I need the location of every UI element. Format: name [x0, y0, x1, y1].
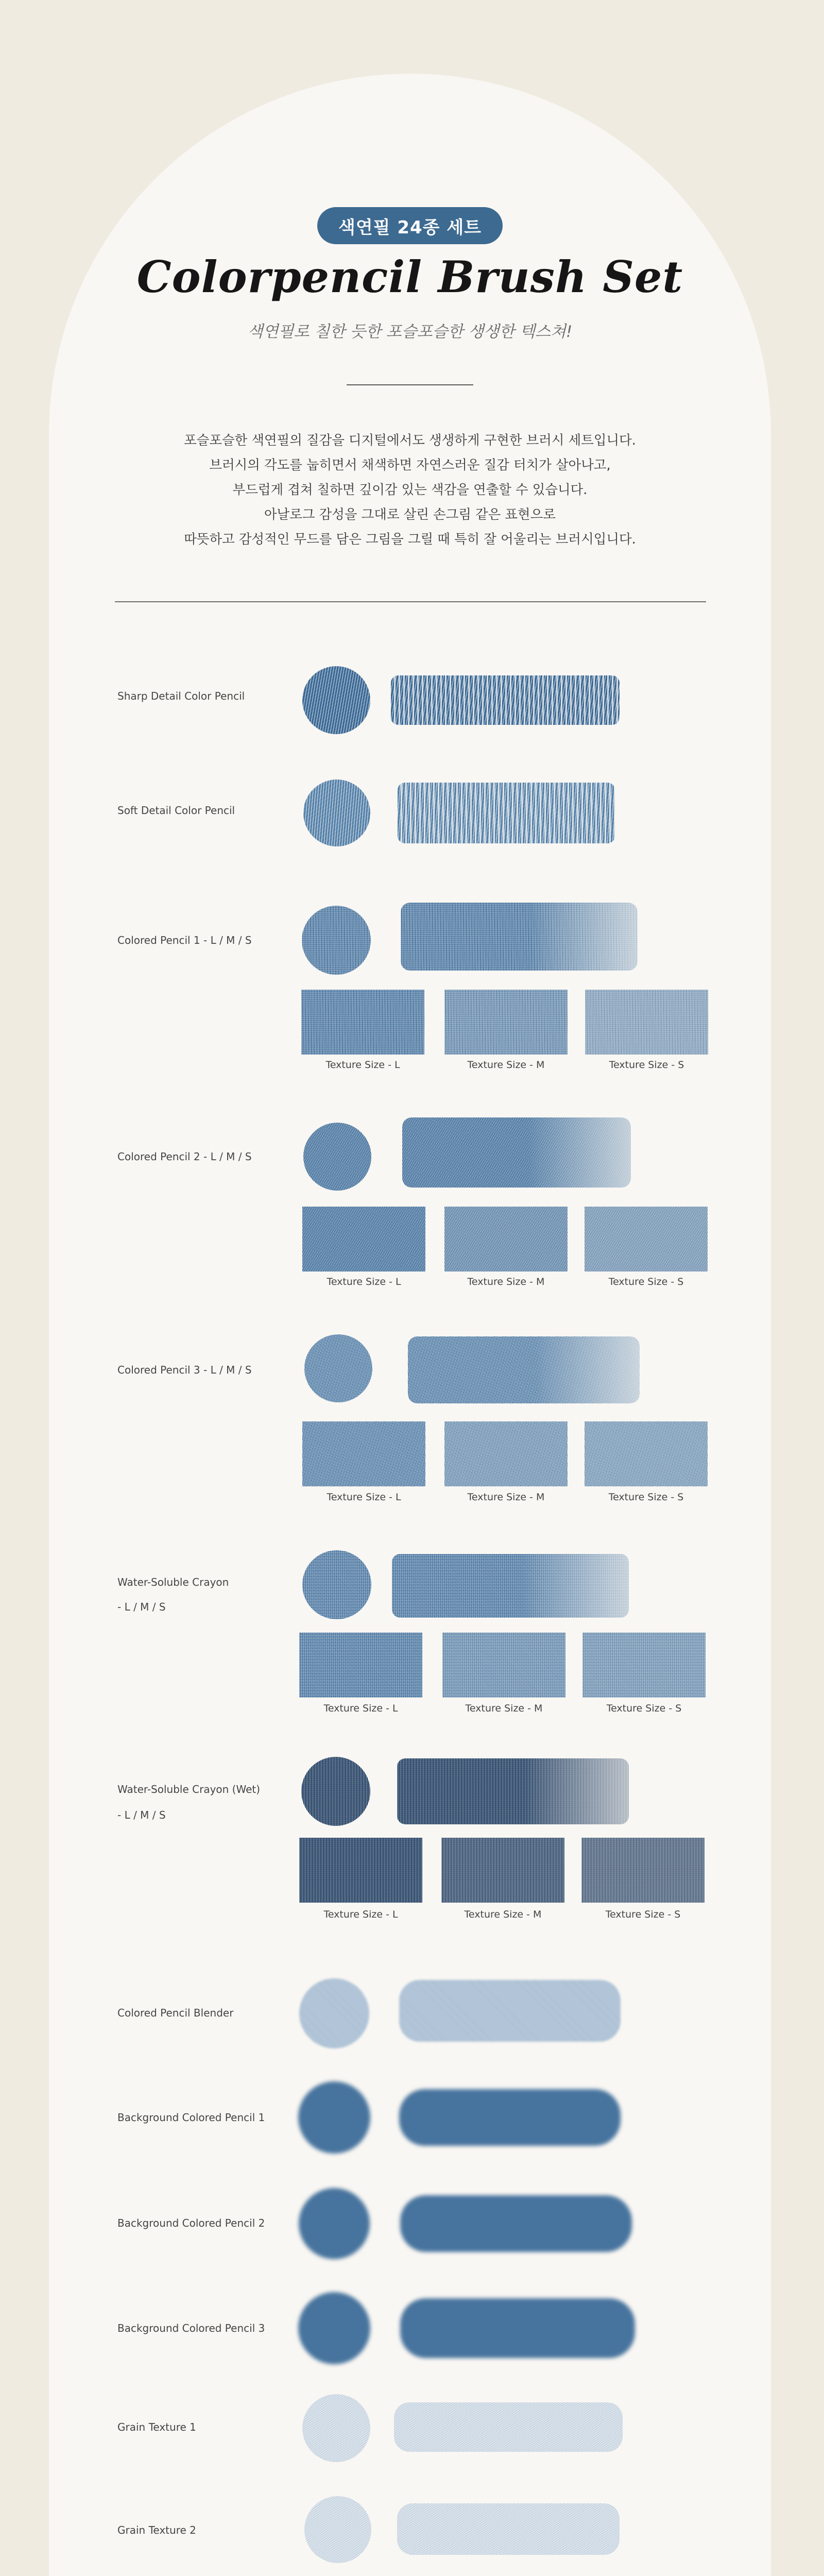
texture-swatch-large [301, 990, 424, 1055]
brush-label-size-suffix: - L / M / S [117, 1601, 166, 1613]
texture-swatch-medium [441, 1838, 564, 1903]
brush-sample-stroke [400, 2298, 635, 2358]
brush-sample-dot [304, 2496, 371, 2563]
brush-sample-stroke [398, 783, 615, 843]
brush-sample-dot [302, 2394, 370, 2462]
brush-label-colored-pencil-2: Colored Pencil 2 - L / M / S [117, 1150, 252, 1163]
brush-sample-dot [302, 666, 370, 734]
brush-sample-dot [299, 1978, 369, 2048]
texture-swatch-small [585, 1207, 708, 1272]
brush-sample-stroke [397, 2503, 620, 2555]
brush-label-sharp-detail: Sharp Detail Color Pencil [117, 690, 245, 702]
texture-caption: Texture Size - S [608, 1276, 684, 1287]
brush-sample-stroke [399, 1980, 621, 2042]
brush-sample-stroke [400, 2195, 632, 2252]
page-title: Colorpencil Brush Set [136, 251, 683, 302]
intro-line: 부드럽게 겹쳐 칠하면 깊이감 있는 색감을 연출할 수 있습니다. [232, 482, 588, 498]
page-subtitle: 색연필로 칠한 듯한 포슬포슬한 생생한 텍스쳐! [247, 323, 573, 341]
brush-sample-dot [298, 2292, 370, 2364]
brush-label-water-soluble-crayon-wet: Water-Soluble Crayon (Wet) [117, 1783, 261, 1795]
brush-sample-stroke [394, 2402, 623, 2452]
brush-sample-dot [299, 2188, 370, 2259]
brush-sample-dot [304, 1334, 372, 1402]
texture-caption: Texture Size - S [606, 1703, 682, 1714]
brush-label-blender: Colored Pencil Blender [117, 2007, 234, 2019]
texture-swatch-medium [444, 1421, 568, 1486]
intro-text [49, 428, 771, 552]
brush-label-background-3: Background Colored Pencil 3 [117, 2322, 265, 2334]
brush-label-colored-pencil-3: Colored Pencil 3 - L / M / S [117, 1364, 252, 1376]
brush-label-water-soluble-crayon: Water-Soluble Crayon [117, 1576, 229, 1588]
texture-swatch-large [302, 1421, 425, 1486]
content-card [49, 74, 771, 2576]
texture-caption: Texture Size - M [467, 1059, 545, 1071]
texture-swatch-large [299, 1633, 422, 1698]
brush-label-grain-2: Grain Texture 2 [117, 2524, 196, 2536]
brush-sample-dot [298, 2081, 370, 2154]
texture-caption: Texture Size - S [609, 1059, 684, 1071]
brush-label-soft-detail: Soft Detail Color Pencil [117, 804, 235, 817]
brush-sample-stroke [408, 1336, 640, 1403]
brush-sample-stroke [392, 1554, 629, 1618]
texture-swatch-medium [442, 1633, 565, 1698]
brush-label-grain-1: Grain Texture 1 [117, 2421, 196, 2433]
texture-caption: Texture Size - M [464, 1909, 542, 1920]
texture-swatch-medium [444, 990, 568, 1055]
brush-sample-stroke [391, 675, 620, 725]
texture-caption: Texture Size - L [323, 1703, 398, 1714]
texture-caption: Texture Size - L [323, 1909, 398, 1920]
texture-swatch-medium [444, 1207, 568, 1272]
texture-swatch-small [582, 1633, 706, 1698]
texture-swatch-large [302, 1207, 425, 1272]
brush-sample-stroke [397, 1758, 629, 1824]
brush-label-colored-pencil-1: Colored Pencil 1 - L / M / S [117, 934, 252, 946]
intro-line: 브러시의 각도를 눕히면서 채색하면 자연스러운 질감 터치가 살아나고, [209, 457, 611, 473]
intro-line: 아날로그 감성을 그대로 살린 손그림 같은 표현으로 [264, 507, 556, 522]
brush-label-background-2: Background Colored Pencil 2 [117, 2217, 265, 2229]
brush-sample-dot [303, 1123, 371, 1191]
texture-caption: Texture Size - L [327, 1276, 401, 1287]
brush-label-size-suffix: - L / M / S [117, 1809, 166, 1821]
brush-sample-dot [303, 779, 370, 846]
texture-swatch-small [585, 990, 708, 1055]
texture-caption: Texture Size - L [325, 1059, 400, 1071]
brush-sample-dot [302, 906, 371, 975]
brush-sample-stroke [402, 1117, 631, 1188]
brush-sample-stroke [399, 2089, 621, 2146]
texture-caption: Texture Size - S [605, 1909, 681, 1920]
title-divider [347, 384, 473, 385]
section-divider [115, 601, 706, 602]
texture-caption: Texture Size - M [467, 1276, 545, 1287]
texture-swatch-small [581, 1838, 705, 1903]
set-count-badge: 색연필 24종 세트 [317, 207, 503, 244]
texture-caption: Texture Size - M [465, 1703, 543, 1714]
texture-swatch-large [299, 1838, 422, 1903]
brush-sample-dot [301, 1757, 370, 1826]
texture-caption: Texture Size - S [608, 1492, 684, 1503]
brush-sample-dot [302, 1550, 371, 1619]
texture-caption: Texture Size - L [327, 1492, 401, 1503]
texture-swatch-small [585, 1421, 708, 1486]
brush-label-background-1: Background Colored Pencil 1 [117, 2111, 265, 2124]
brush-sample-stroke [401, 903, 638, 971]
intro-line: 포슬포슬한 색연필의 질감을 디지털에서도 생생하게 구현한 브러시 세트입니다. [184, 433, 636, 448]
intro-line: 따뜻하고 감성적인 무드를 담은 그림을 그릴 때 특히 잘 어울리는 브러시입니다. [184, 532, 636, 547]
texture-caption: Texture Size - M [467, 1492, 545, 1503]
